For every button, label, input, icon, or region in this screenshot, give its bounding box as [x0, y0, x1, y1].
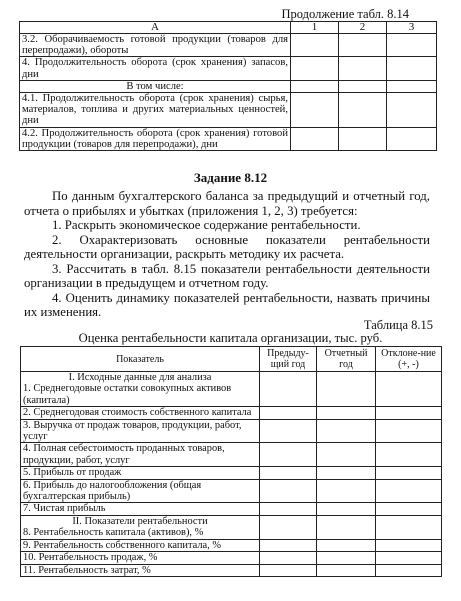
table-8-14 [19, 21, 437, 151]
table-row [21, 539, 442, 551]
row-label: 4. Полная себестоимость проданных товаров, продукции, работ, услуг [21, 443, 260, 467]
table-cell [260, 539, 317, 551]
section-heading: II. Показатели рентабельности [72, 515, 208, 527]
table-row [21, 372, 442, 407]
table-cell [317, 539, 376, 551]
table-cell [376, 479, 442, 503]
table-header-row [20, 22, 437, 34]
row-label: 10. Рентабельность продаж, % [21, 552, 260, 564]
section-heading: I. Исходные данные для анализа [68, 372, 212, 383]
table-cell [339, 93, 387, 128]
table-cell [339, 34, 387, 57]
table-cell [317, 564, 376, 576]
table-cell [376, 503, 442, 515]
table-cell [260, 467, 317, 479]
table-cell [387, 57, 437, 80]
table-cell [291, 127, 339, 150]
table-cell [291, 80, 339, 92]
row-label: 9. Рентабельность собственного капитала, % [21, 539, 260, 551]
task-paragraph: 4. Оценить динамику показателей рентабельности, назвать причины их изменения. [24, 290, 430, 319]
column-header: Предыду-щий год [260, 347, 317, 372]
table-row [20, 57, 437, 80]
table-cell [376, 407, 442, 419]
table-cell [339, 80, 387, 92]
table-row [21, 419, 442, 443]
table-cell [317, 419, 376, 443]
table-cell [260, 503, 317, 515]
table-row [21, 515, 442, 539]
table-row [20, 93, 437, 128]
table-cell [291, 93, 339, 128]
table-header-row [21, 347, 442, 372]
column-header: А [20, 22, 291, 34]
row-label: 7. Чистая прибыль [21, 503, 260, 515]
table-row [20, 80, 437, 92]
table-cell [291, 57, 339, 80]
table-cell [376, 539, 442, 551]
row-label: 11. Рентабельность затрат, % [21, 564, 260, 576]
table-row [21, 503, 442, 515]
row-label-text: 8. Рентабельность капитала (активов), % [23, 527, 204, 539]
table-cell [291, 34, 339, 57]
table-row [21, 479, 442, 503]
table-cell [387, 127, 437, 150]
row-label: 4.2. Продолжительность оборота (срок хранения) готовой продукции (товаров для перепродажи), дни [20, 127, 291, 150]
task-paragraph: По данным бухгалтерского баланса за предыдущий и отчетный год, отчета о прибылях и убытках (приложения 1, 2, 3) требуется: [24, 189, 430, 218]
table-8-15-caption: Таблица 8.15 [363, 318, 433, 332]
table-row [21, 407, 442, 419]
row-label: В том числе: [20, 80, 291, 92]
table-cell [260, 443, 317, 467]
table-cell [387, 34, 437, 57]
task-paragraph: 2. Охарактеризовать основные показатели рентабельности деятельности организации, раскрыть методику их расчета. [24, 232, 430, 261]
table-8-15-title: Оценка рентабельности капитала организации, тыс. руб. [78, 331, 383, 345]
table-cell [260, 407, 317, 419]
table-8-15 [20, 346, 442, 577]
table-row [21, 552, 442, 564]
table-cell [376, 419, 442, 443]
table-cell [387, 80, 437, 92]
row-label: 4.1. Продолжительность оборота (срок хранения) сырья, материалов, топлива и других материальных ценностей, дни [20, 93, 291, 128]
column-header: Показатель [21, 347, 260, 372]
table-cell [317, 479, 376, 503]
table-cell [260, 564, 317, 576]
table-cell [376, 515, 442, 539]
table-cell [317, 503, 376, 515]
table-cell [260, 552, 317, 564]
row-label [21, 515, 260, 539]
table-cell [376, 552, 442, 564]
row-label: 5. Прибыль от продаж [21, 467, 260, 479]
row-label-text: 1. Среднегодовые остатки совокупных активов (капитала) [23, 383, 232, 406]
table-8-14-continuation-caption: Продолжение табл. 8.14 [281, 7, 409, 21]
column-header: Отклоне-ние (+, -) [376, 347, 442, 372]
column-header: 3 [387, 22, 437, 34]
row-label [21, 372, 260, 407]
table-cell [317, 443, 376, 467]
table-cell [317, 552, 376, 564]
table-cell [376, 372, 442, 407]
table-cell [260, 515, 317, 539]
row-label: 2. Среднегодовая стоимость собственного капитала [21, 407, 260, 419]
table-cell [317, 467, 376, 479]
table-row [20, 127, 437, 150]
table-cell [339, 57, 387, 80]
table-row [21, 564, 442, 576]
task-body [24, 189, 430, 320]
row-label: 4. Продолжительность оборота (срок хранения) запасов, дни [20, 57, 291, 80]
table-cell [317, 372, 376, 407]
table-cell [260, 419, 317, 443]
table-row [20, 34, 437, 57]
task-paragraph: 1. Раскрыть экономическое содержание рентабельности. [52, 218, 361, 232]
column-header: Отчетный год [317, 347, 376, 372]
row-label: 6. Прибыль до налогообложения (общая бухгалтерская прибыль) [21, 479, 260, 503]
table-cell [376, 564, 442, 576]
row-label: 3.2. Оборачиваемость готовой продукции (товаров для перепродажи), обороты [20, 34, 291, 57]
table-cell [317, 407, 376, 419]
table-cell [260, 479, 317, 503]
task-paragraph: 3. Рассчитать в табл. 8.15 показатели рентабельности деятельности организации в предыдущем и отчетном году. [24, 261, 430, 290]
table-cell [376, 443, 442, 467]
column-header: 1 [291, 22, 339, 34]
table-cell [317, 515, 376, 539]
column-header: 2 [339, 22, 387, 34]
row-label: 3. Выручка от продаж товаров, продукции, работ, услуг [21, 419, 260, 443]
table-cell [387, 93, 437, 128]
table-cell [260, 372, 317, 407]
table-cell [376, 467, 442, 479]
table-row [21, 443, 442, 467]
task-title: Задание 8.12 [193, 170, 268, 185]
table-cell [339, 127, 387, 150]
table-row [21, 467, 442, 479]
